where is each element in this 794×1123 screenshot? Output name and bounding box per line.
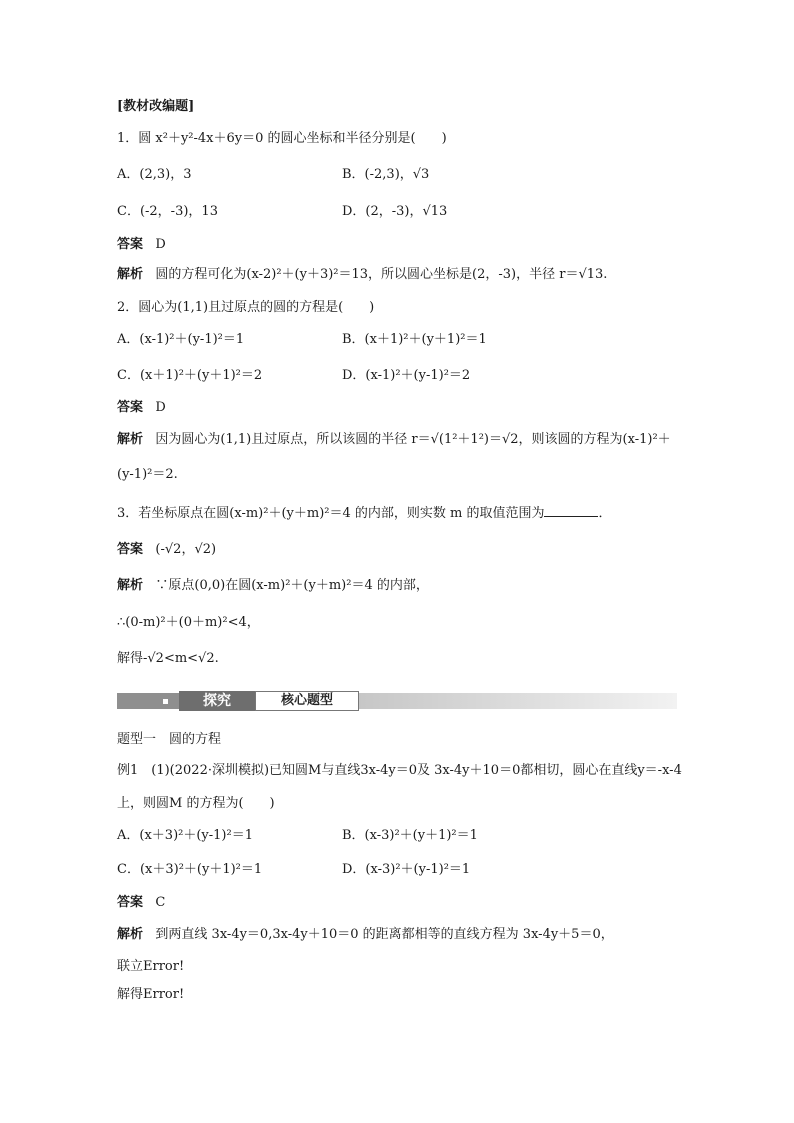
ex1-option-c: C．(x＋3)²＋(y＋1)²＝1	[117, 862, 263, 877]
type1-title: 题型一 圆的方程	[117, 732, 222, 747]
banner-lead-block	[117, 693, 179, 709]
answer-value: D	[155, 237, 166, 252]
q2-analysis	[117, 431, 671, 449]
analysis-label: 解析	[117, 432, 144, 447]
section-banner	[117, 689, 677, 711]
q1-answer	[117, 236, 166, 254]
q3-stem	[117, 504, 612, 523]
ex1-analysis-line3: 解得Error!	[117, 987, 185, 1002]
analysis-text: 圆的方程可化为(x-2)²＋(y＋3)²＝13，所以圆心坐标是(2，-3)，半径 r＝√13.	[155, 267, 608, 282]
q1-option-d: D．(2，-3)，√13	[342, 204, 448, 219]
answer-value: C	[155, 895, 166, 910]
q2-analysis-cont: (y-1)²＝2.	[117, 467, 178, 482]
analysis-text: ∵原点(0,0)在圆(x-m)²＋(y＋m)²＝4 的内部，	[155, 578, 429, 593]
answer-value: (-√2，√2)	[155, 542, 217, 557]
ex1-analysis	[117, 926, 614, 944]
ex1-option-a: A．(x＋3)²＋(y-1)²＝1	[117, 828, 253, 843]
ex1-analysis-line2: 联立Error!	[117, 959, 185, 974]
answer-value: D	[155, 400, 166, 415]
q2-option-b: B．(x＋1)²＋(y＋1)²＝1	[342, 332, 487, 347]
ex1-stem: 例1 (1)(2022·深圳模拟)已知圆M与直线3x-4y＝0及 3x-4y＋10＝0都相切，圆心在直线y＝-x-4	[117, 763, 682, 778]
analysis-label: 解析	[117, 578, 144, 593]
banner-tab-core-types: 核心题型	[255, 691, 359, 711]
banner-tab-explore: 探究	[179, 691, 255, 711]
q2-option-d: D．(x-1)²＋(y-1)²＝2	[342, 368, 471, 383]
analysis-text: 到两直线 3x-4y＝0,3x-4y＋10＝0 的距离都相等的直线方程为 3x-4y＋5＝0，	[155, 927, 614, 942]
q3-stem-end: ．	[598, 506, 612, 521]
q3-answer	[117, 541, 216, 559]
section-tag: [教材改编题]	[117, 99, 195, 114]
analysis-label: 解析	[117, 927, 144, 942]
q3-analysis	[117, 577, 429, 595]
q3-analysis-line2: ∴(0-m)²＋(0＋m)²<4，	[117, 615, 260, 630]
answer-label: 答案	[117, 237, 144, 252]
q1-stem: 1．圆 x²＋y²-4x＋6y＝0 的圆心坐标和半径分别是( )	[117, 131, 447, 146]
ex1-option-d: D．(x-3)²＋(y-1)²＝1	[342, 862, 471, 877]
q1-analysis	[117, 266, 607, 284]
banner-square-icon	[163, 699, 168, 704]
q3-analysis-line3: 解得-√2<m<√2.	[117, 651, 219, 666]
q1-option-a: A．(2,3)，3	[117, 167, 192, 182]
q3-stem-text: 3．若坐标原点在圆(x-m)²＋(y＋m)²＝4 的内部，则实数 m 的取值范围为	[117, 506, 545, 521]
analysis-label: 解析	[117, 267, 144, 282]
answer-label: 答案	[117, 400, 144, 415]
ex1-stem-cont: 上，则圆M 的方程为( )	[117, 796, 275, 811]
q1-option-c: C．(-2，-3)，13	[117, 204, 218, 219]
q2-answer	[117, 399, 166, 417]
q1-option-b: B．(-2,3)，√3	[342, 167, 430, 182]
ex1-answer	[117, 894, 165, 912]
q2-option-a: A．(x-1)²＋(y-1)²＝1	[117, 332, 245, 347]
answer-label: 答案	[117, 542, 144, 557]
q2-option-c: C．(x＋1)²＋(y＋1)²＝2	[117, 368, 263, 383]
analysis-text: 因为圆心为(1,1)且过原点，所以该圆的半径 r＝√(1²＋1²)＝√2，则该圆的方程为(x-1)²＋	[155, 432, 671, 447]
q2-stem: 2．圆心为(1,1)且过原点的圆的方程是( )	[117, 300, 375, 315]
fill-blank	[544, 504, 598, 517]
ex1-option-b: B．(x-3)²＋(y＋1)²＝1	[342, 828, 478, 843]
answer-label: 答案	[117, 895, 144, 910]
